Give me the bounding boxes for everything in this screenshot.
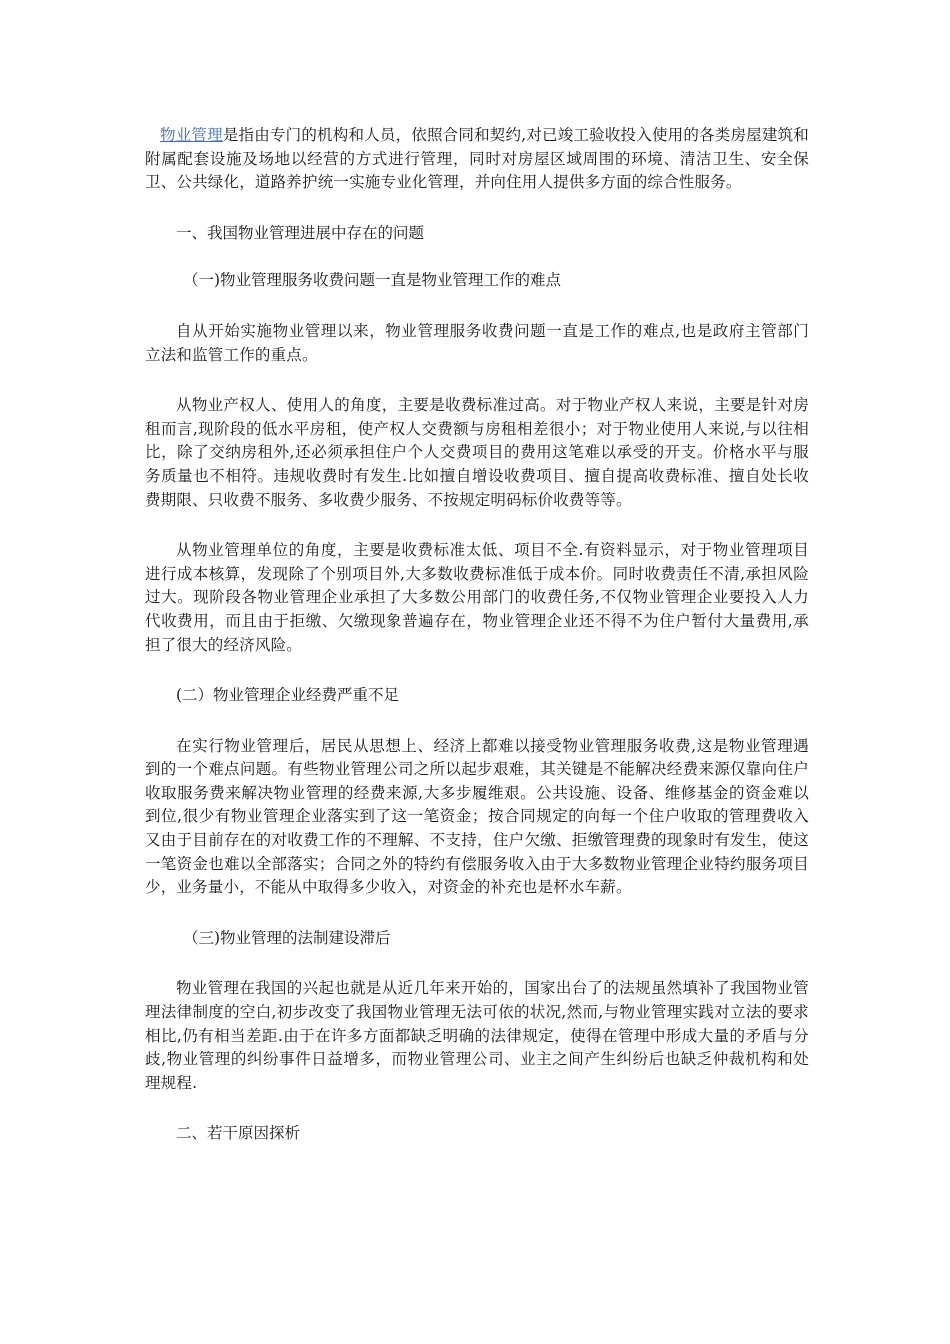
intro-paragraph (145, 124, 809, 195)
property-management-link[interactable]: 物业管理 (160, 126, 223, 144)
section1-sub3-paragraph-1: 物业管理在我国的兴起也就是从近几年来开始的，国家出台了的法规虽然填补了我国物业管理法律制度的空白,初步改变了我国物业管理无法可依的状况,然而,与物业管理实践对立法的要求相比,仍有相当差距.由于在许多方面都缺乏明确的法律规定，使得在管理中形成大量的矛盾与分歧,物业管理的纠纷事件日益增多，而物业管理公司、业主之间产生纠纷后也缺乏仲裁机构和处理规程. (145, 979, 809, 1092)
intro-text: 是指由专门的机构和人员，依照合同和契约,对已竣工验收投入使用的各类房屋建筑和附属配套设施及场地以经营的方式进行管理，同时对房屋区域周围的环境、清洁卫生、安全保卫、公共绿化，道路养护统一实施专业化管理，并向住用人提供多方面的综合性服务。 (145, 126, 809, 192)
section1-sub1-paragraph-2: 从物业产权人、使用人的角度，主要是收费标准过高。对于物业产权人来说，主要是针对房租而言,现阶段的低水平房租，使产权人交费额与房租相差很小；对于物业使用人来说,与以往相比，除了交纳房租外,还必须承担住户个人交费项目的费用这笔难以承受的开支。价格水平与服务质量也不相符。违规收费时有发生.比如擅自增设收费项目、擅自提高收费标准、擅自处长收费期限、只收费不服务、多收费少服务、不按规定明码标价收费等等。 (145, 396, 809, 509)
section1-title: 一、我国物业管理进展中存在的问题 (176, 223, 425, 242)
section1-sub2-paragraph-1: 在实行物业管理后，居民从思想上、经济上都难以接受物业管理服务收费,这是物业管理遇到的一个难点问题。有些物业管理公司之所以起步艰难，其关键是不能解决经费来源仅靠向住户收取服务费来解决物业管理的经费来源,大多步履维艰。公共设施、设备、维修基金的资金难以到位,很少有物业管理企业落实到了这一笔资金；按合同规定的向每一个住户收取的管理费收入又由于目前存在的对收费工作的不理解、不支持，住户欠缴、拒缴管理费的现象时有发生，使这一笔资金也难以全部落实；合同之外的特约有偿服务收入由于大多数物业管理企业特约服务项目少，业务量小，不能从中取得多少收入，对资金的补充也是杯水车薪。 (145, 736, 809, 897)
section1-sub1-title: （一)物业管理服务收费问题一直是物业管理工作的难点 (183, 271, 562, 290)
section2-title: 二、若干原因探析 (176, 1124, 301, 1143)
section1-sub3-title: （三)物业管理的法制建设滞后 (183, 928, 391, 947)
section1-sub2-title: (二）物业管理企业经费严重不足 (176, 686, 400, 705)
document-page (145, 124, 809, 1146)
section1-sub1-paragraph-1: 自从开始实施物业管理以来，物业管理服务收费问题一直是工作的难点,也是政府主管部门立法和监管工作的重点。 (145, 321, 809, 364)
section1-sub1-paragraph-3: 从物业管理单位的角度，主要是收费标准太低、项目不全.有资料显示，对于物业管理项目进行成本核算，发现除了个别项目外,大多数收费标准低于成本价。同时收费责任不清,承担风险过大。现阶段各物业管理企业承担了大多数公用部门的收费任务,不仅物业管理企业要投入人力代收费用，而且由于拒缴、欠缴现象普遍存在，物业管理企业还不得不为住户暂付大量费用,承担了很大的经济风险。 (145, 541, 809, 654)
